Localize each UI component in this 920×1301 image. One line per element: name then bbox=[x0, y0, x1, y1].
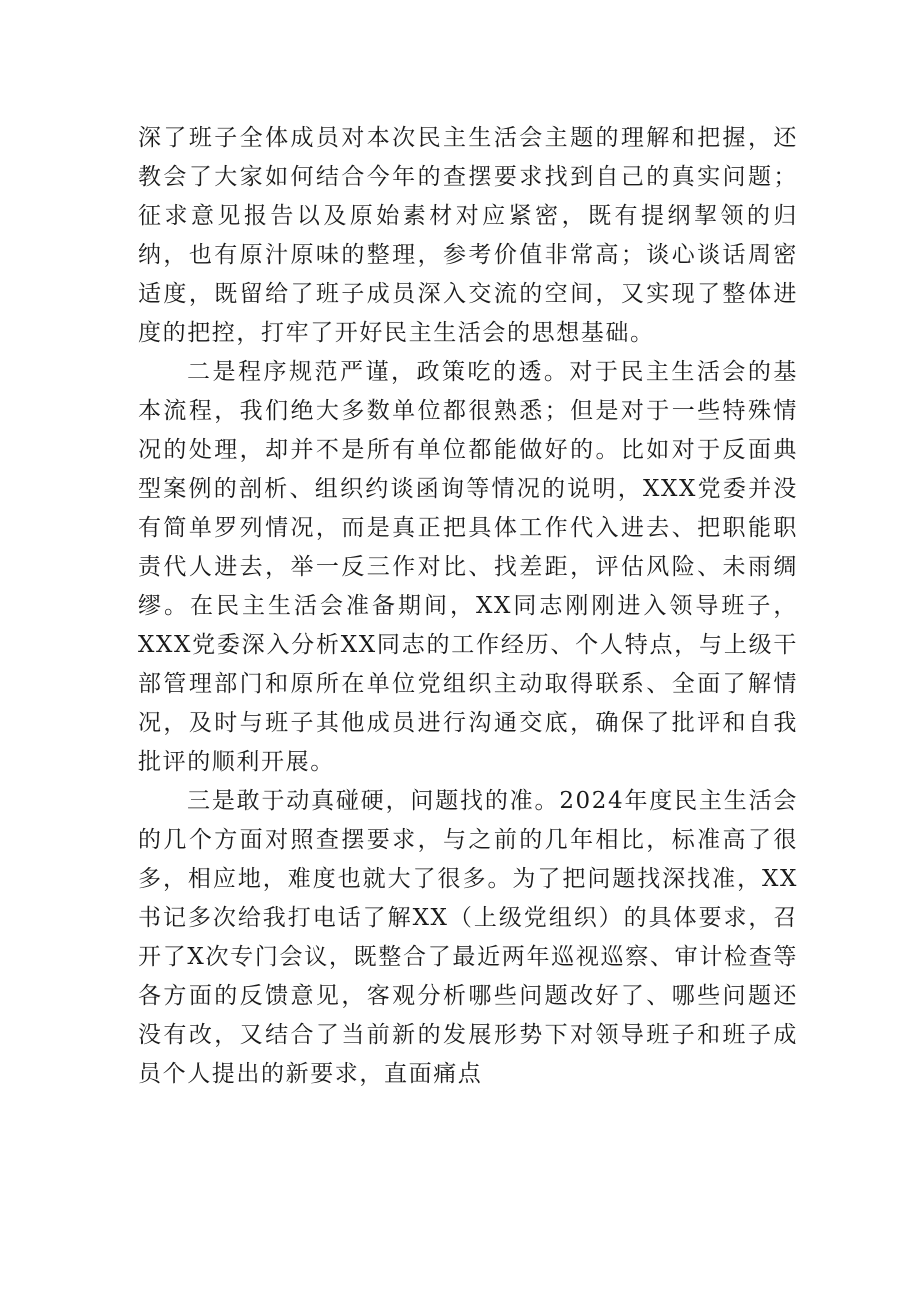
paragraph-problems: 三是敢于动真碰硬，问题找的准。2024年度民主生活会的几个方面对照查摆要求，与之前的几年相比，标准高了很多，相应地，难度也就大了很多。为了把问题找深找准，XX书记多次给我打电话了解XX（上级党组织）的具体要求，召开了X次专门会议，既整合了最近两年巡视巡察、审计检查等各方面的反馈意见，客观分析哪些问题改好了、哪些问题还没有改，又结合了当前新的发展形势下对领导班子和班子成员个人提出的新要求，直面痛点 bbox=[138, 788, 798, 1087]
paragraph-continuation: 深了班子全体成员对本次民主生活会主题的理解和把握，还教会了大家如何结合今年的查摆要求找到自己的真实问题；征求意见报告以及原始素材对应紧密，既有提纲挈领的归纳，也有原汁原味的整理，参考价值非常高；谈心谈话周密适度，既留给了班子成员深入交流的空间，又实现了整体进度的把控，打牢了开好民主生活会的思想基础。 bbox=[138, 125, 798, 346]
document-body bbox=[138, 119, 798, 1094]
paragraph-procedure: 二是程序规范严谨，政策吃的透。对于民主生活会的基本流程，我们绝大多数单位都很熟悉；但是对于一些特殊情况的处理，却并不是所有单位都能做好的。比如对于反面典型案例的剖析、组织约谈函询等情况的说明，XXX党委并没有简单罗列情况，而是真正把具体工作代入进去、把职能职责代人进去，举一反三作对比、找差距，评估风险、未雨绸缪。在民主生活会准备期间，XX同志刚刚进入领导班子，XXX党委深入分析XX同志的工作经历、个人特点，与上级干部管理部门和原所在单位党组织主动取得联系、全面了解情况，及时与班子其他成员进行沟通交底，确保了批评和自我批评的顺利开展。 bbox=[138, 359, 798, 775]
